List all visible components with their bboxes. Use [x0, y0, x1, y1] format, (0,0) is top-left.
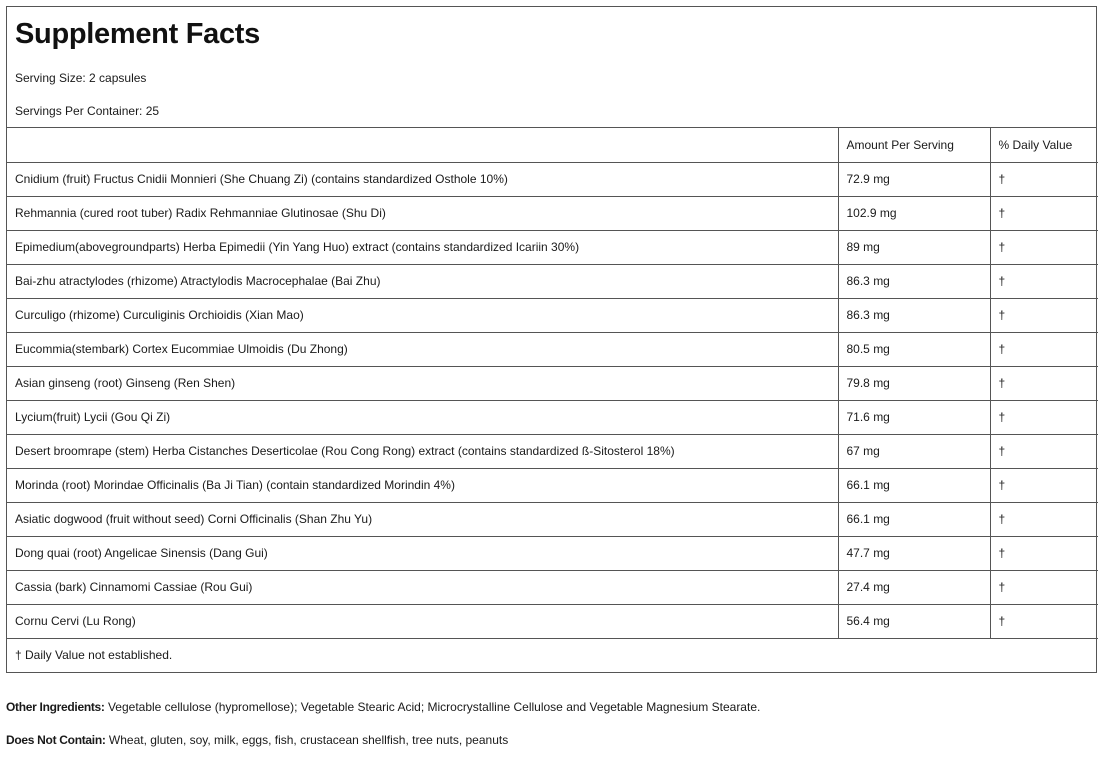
ingredient-amount: 79.8 mg [838, 366, 990, 400]
ingredient-daily-value: † [990, 434, 1098, 468]
ingredient-amount: 71.6 mg [838, 400, 990, 434]
ingredient-name: Lycium(fruit) Lycii (Gou Qi Zi) [7, 400, 838, 434]
does-not-contain [6, 733, 508, 748]
daily-value-column-header: % Daily Value [990, 128, 1098, 162]
ingredient-amount: 47.7 mg [838, 536, 990, 570]
ingredient-daily-value: † [990, 468, 1098, 502]
ingredient-name: Cnidium (fruit) Fructus Cnidii Monnieri (She Chuang Zi) (contains standardized Osthole 10%) [7, 162, 838, 196]
ingredient-daily-value: † [990, 400, 1098, 434]
table-row [7, 502, 1098, 536]
ingredient-name: Eucommia(stembark) Cortex Eucommiae Ulmoidis (Du Zhong) [7, 332, 838, 366]
ingredient-name: Desert broomrape (stem) Herba Cistanches Deserticolae (Rou Cong Rong) extract (contains standardized ß-Sitosterol 18%) [7, 434, 838, 468]
ingredient-name: Rehmannia (cured root tuber) Radix Rehmanniae Glutinosae (Shu Di) [7, 196, 838, 230]
ingredient-name: Dong quai (root) Angelicae Sinensis (Dang Gui) [7, 536, 838, 570]
ingredient-name: Cassia (bark) Cinnamomi Cassiae (Rou Gui) [7, 570, 838, 604]
table-row [7, 332, 1098, 366]
ingredient-daily-value: † [990, 366, 1098, 400]
table-row [7, 196, 1098, 230]
table-row [7, 264, 1098, 298]
other-ingredients [6, 700, 760, 715]
does-not-contain-text: Wheat, gluten, soy, milk, eggs, fish, crustacean shellfish, tree nuts, peanuts [105, 733, 509, 747]
ingredient-amount: 72.9 mg [838, 162, 990, 196]
ingredient-daily-value: † [990, 570, 1098, 604]
ingredient-amount: 66.1 mg [838, 502, 990, 536]
ingredient-daily-value: † [990, 264, 1098, 298]
ingredient-amount: 66.1 mg [838, 468, 990, 502]
ingredient-daily-value: † [990, 536, 1098, 570]
ingredient-column-header [7, 128, 838, 162]
ingredient-daily-value: † [990, 162, 1098, 196]
ingredient-name: Bai-zhu atractylodes (rhizome) Atractylodis Macrocephalae (Bai Zhu) [7, 264, 838, 298]
ingredient-name: Cornu Cervi (Lu Rong) [7, 604, 838, 638]
serving-size: Serving Size: 2 capsules [15, 71, 147, 85]
servings-per-container: Servings Per Container: 25 [15, 104, 160, 118]
ingredient-amount: 86.3 mg [838, 264, 990, 298]
daily-value-footnote: † Daily Value not established. [15, 648, 173, 663]
supplement-facts-panel [6, 6, 1097, 673]
table-row [7, 162, 1098, 196]
table-row [7, 434, 1098, 468]
ingredient-amount: 80.5 mg [838, 332, 990, 366]
table-row [7, 604, 1098, 638]
ingredient-daily-value: † [990, 196, 1098, 230]
ingredient-name: Curculigo (rhizome) Curculiginis Orchioidis (Xian Mao) [7, 298, 838, 332]
ingredient-daily-value: † [990, 604, 1098, 638]
ingredient-amount: 89 mg [838, 230, 990, 264]
ingredients-table [7, 128, 1098, 672]
ingredient-name: Asian ginseng (root) Ginseng (Ren Shen) [7, 366, 838, 400]
page-title: Supplement Facts [15, 18, 260, 50]
table-row [7, 230, 1098, 264]
table-row [7, 400, 1098, 434]
ingredient-name: Asiatic dogwood (fruit without seed) Corni Officinalis (Shan Zhu Yu) [7, 502, 838, 536]
ingredient-daily-value: † [990, 502, 1098, 536]
ingredient-amount: 102.9 mg [838, 196, 990, 230]
ingredient-daily-value: † [990, 298, 1098, 332]
footnote-row [7, 638, 1098, 672]
ingredient-amount: 27.4 mg [838, 570, 990, 604]
ingredient-daily-value: † [990, 332, 1098, 366]
ingredient-amount: 56.4 mg [838, 604, 990, 638]
table-row [7, 298, 1098, 332]
facts-header [7, 7, 1096, 128]
table-row [7, 366, 1098, 400]
ingredients-table-body [7, 162, 1098, 638]
ingredient-name: Epimedium(abovegroundparts) Herba Epimedii (Yin Yang Huo) extract (contains standardized Icariin 30%) [7, 230, 838, 264]
does-not-contain-label: Does Not Contain: [6, 733, 106, 747]
other-ingredients-label: Other Ingredients: [6, 700, 105, 714]
table-row [7, 536, 1098, 570]
other-ingredients-text: Vegetable cellulose (hypromellose); Vegetable Stearic Acid; Microcrystalline Cellulose and Vegetable Magnesium Stearate. [104, 700, 761, 714]
amount-column-header: Amount Per Serving [838, 128, 990, 162]
table-row [7, 468, 1098, 502]
ingredient-amount: 86.3 mg [838, 298, 990, 332]
ingredient-amount: 67 mg [838, 434, 990, 468]
table-header-row [7, 128, 1098, 162]
ingredient-name: Morinda (root) Morindae Officinalis (Ba Ji Tian) (contain standardized Morindin 4%) [7, 468, 838, 502]
table-row [7, 570, 1098, 604]
ingredient-daily-value: † [990, 230, 1098, 264]
